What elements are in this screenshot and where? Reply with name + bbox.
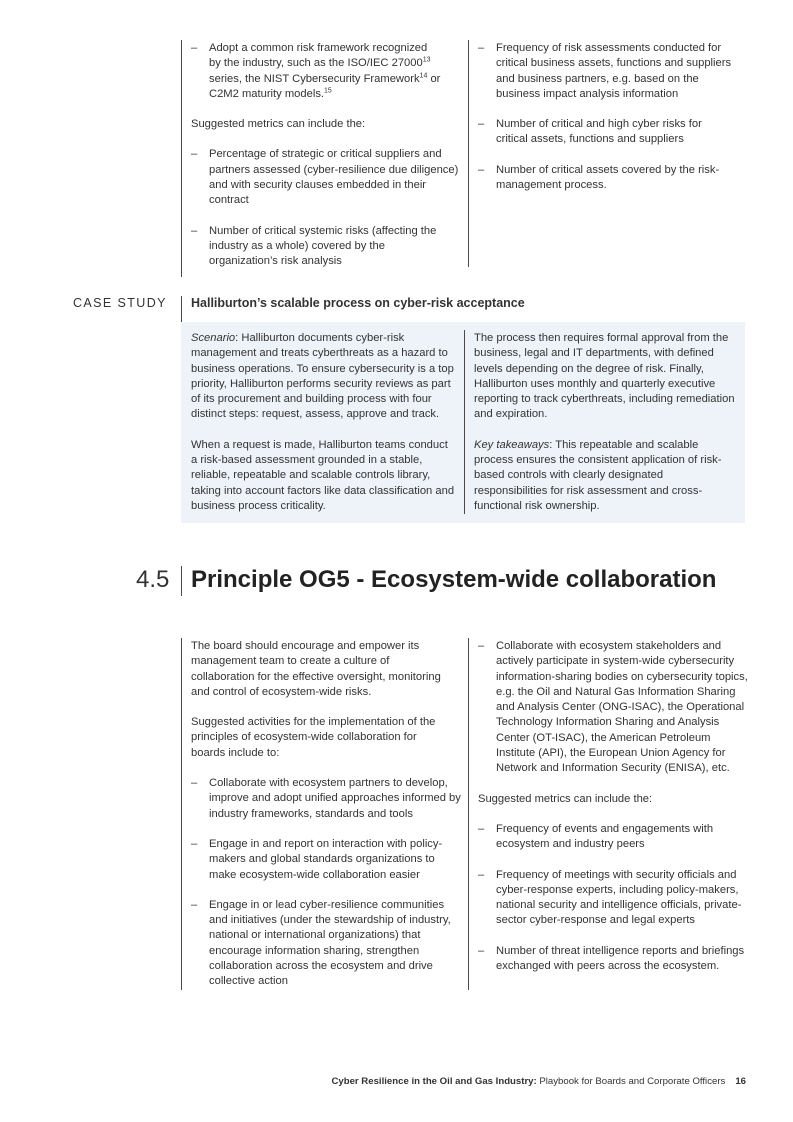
page-number: 16 bbox=[735, 1076, 746, 1087]
footnote-ref: 15 bbox=[324, 87, 332, 95]
framework-line-4: C2M2 maturity models. bbox=[209, 87, 325, 100]
takeaways-paragraph: Key takeaways: This repeatable and scalable process ensures the consistent application of risk-based controls with clearly designated responsibilities for risk assessment and cross-functional risk ownership. bbox=[474, 438, 722, 512]
footnote-ref: 14 bbox=[419, 71, 428, 79]
case-study-label: CASE STUDY bbox=[73, 296, 167, 310]
section-middle-rule bbox=[468, 638, 469, 990]
activities-intro: Suggested activities for the implementation of the principles of ecosystem-wide collaboration for boards include to: bbox=[191, 716, 436, 759]
section-left-column bbox=[191, 639, 463, 990]
metrics-intro: Suggested metrics can include the: bbox=[191, 118, 366, 131]
top-middle-rule bbox=[468, 40, 469, 267]
list-item: – Percentage of strategic or critical suppliers and partners assessed (cyber-resilience due diligence) and with security clauses embedded in their contract bbox=[191, 148, 459, 207]
framework-line-1: Adopt a common risk framework recognized bbox=[209, 42, 428, 54]
case-study-right-column bbox=[474, 331, 740, 514]
section-title: Principle OG5 - Ecosystem-wide collaboration bbox=[191, 566, 717, 593]
request-paragraph: When a request is made, Halliburton teams conduct a risk-based assessment grounded in a stable, reliable, repeatable and scalable controls library, taking into account factors like data classification and business process criticality. bbox=[191, 438, 455, 512]
intro-paragraph: The board should encourage and empower its management team to create a culture of collaboration for the effective oversight, monitoring and control of ecosystem-wide risks. bbox=[191, 640, 441, 698]
section-heading-rule bbox=[181, 566, 182, 596]
case-study-title: Halliburton’s scalable process on cyber-risk acceptance bbox=[191, 296, 525, 310]
list-item: – Engage in or lead cyber-resilience communities and initiatives (under the stewardship of industry, national or international organizations) that encourage information sharing, strengthen collaboration across the ecosystem and drive collective action bbox=[191, 898, 451, 988]
list-item: – Number of threat intelligence reports and briefings exchanged with peers across the ecosystem. bbox=[478, 944, 745, 973]
list-item: – Collaborate with ecosystem stakeholders and actively participate in system-wide cybersecurity information-sharing bodies on cybersecurity topics, e.g. the Oil and Natural Gas Information Sharing and Analysis Center (ONG-ISAC), the Operational Technology Information Sharing and Analysis Center (OT-ISAC), the American Petroleum Institute (API), the European Union Agency for Network and Information Security (ENISA), etc. bbox=[478, 640, 748, 775]
top-right-column bbox=[478, 41, 746, 193]
framework-line-2: by the industry, such as the ISO/IEC 27000 bbox=[209, 57, 423, 70]
list-item: – Number of critical and high cyber risks for critical assets, functions and suppliers bbox=[478, 118, 702, 146]
list-item: – Number of critical systemic risks (affecting the industry as a whole) covered by the organization’s risk analysis bbox=[191, 224, 437, 268]
list-item: – Collaborate with ecosystem partners to develop, improve and adopt unified approaches informed by industry frameworks, standards and tools bbox=[191, 777, 461, 820]
case-study-column-rule bbox=[464, 330, 465, 514]
case-study-left-column bbox=[191, 331, 455, 514]
takeaways-label: Key takeaways bbox=[474, 438, 550, 451]
list-item: – Engage in and report on interaction with policy-makers and global standards organizations to make ecosystem-wide collaboration easier bbox=[191, 837, 443, 881]
approval-paragraph: The process then requires formal approval from the business, legal and IT departments, with defined levels depending on the degree of risk. Finally, Halliburton uses monthly and quarterly executive reporting to track cyberthreats, including remediation and expiration. bbox=[474, 332, 735, 421]
framework-line-3: series, the NIST Cybersecurity Framework bbox=[209, 72, 420, 85]
list-item: – Number of critical assets covered by the risk-management process. bbox=[478, 163, 720, 192]
list-item: – Frequency of events and engagements with ecosystem and industry peers bbox=[478, 822, 714, 851]
page-footer bbox=[331, 1076, 746, 1087]
top-left-column bbox=[191, 41, 461, 270]
section-number: 4.5 bbox=[136, 566, 170, 593]
footer-title-bold: Cyber Resilience in the Oil and Gas Industry: bbox=[331, 1076, 537, 1087]
section-right-column bbox=[478, 639, 750, 974]
list-item: – Frequency of meetings with security officials and cyber-response experts, including policy-makers, national security and intelligence officials, private-sector cyber-response and legal experts bbox=[478, 868, 742, 927]
footnote-ref: 13 bbox=[422, 56, 431, 64]
footer-title-rest: Playbook for Boards and Corporate Officers bbox=[536, 1076, 726, 1087]
list-item: – Frequency of risk assessments conducted for critical business assets, functions and suppliers and business partners, e.g. based on the business impact analysis information bbox=[478, 42, 732, 100]
metrics-intro: Suggested metrics can include the: bbox=[478, 792, 653, 805]
scenario-label: Scenario bbox=[191, 332, 236, 344]
section-left-rule bbox=[181, 638, 182, 990]
list-item: – Adopt a common risk framework recognized by the industry, such as the ISO/IEC 27000$^{13}$ series, the NIST Cybersecurity Framework$^{14}$ or C2M2 maturity models.$^{15}$ bbox=[191, 42, 441, 100]
top-left-rule bbox=[181, 40, 182, 277]
scenario-paragraph: Scenario: Halliburton documents cyber-risk management and treats cyberthreats as a hazard to business operations. To ensure cybersecurity is a top priority, Halliburton performs security reviews as part of its procurement and building process with four distinct steps: request, assess, approve and track. bbox=[191, 332, 454, 421]
